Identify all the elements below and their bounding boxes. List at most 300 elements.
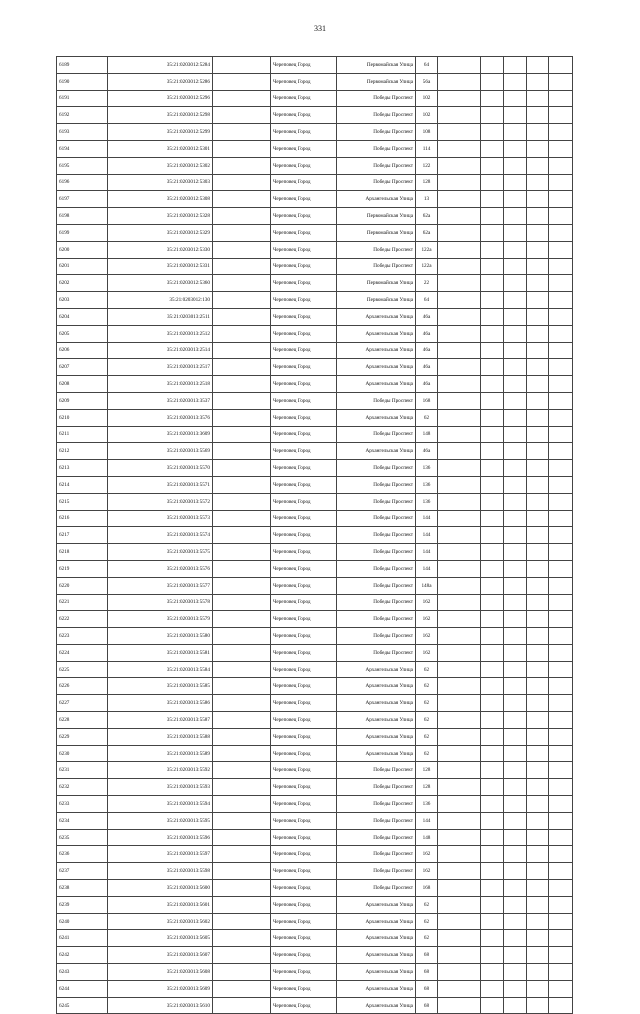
empty-cell bbox=[527, 695, 549, 712]
table-row bbox=[57, 544, 573, 561]
cadastral-number: 35:21:0203013:5573 bbox=[108, 510, 213, 527]
row-number: 6238 bbox=[57, 880, 108, 897]
empty-cell bbox=[527, 544, 549, 561]
empty-cell bbox=[481, 57, 504, 74]
empty-cell bbox=[213, 342, 271, 359]
empty-cell bbox=[549, 628, 573, 645]
row-number: 6199 bbox=[57, 224, 108, 241]
empty-cell bbox=[213, 964, 271, 981]
row-number: 6216 bbox=[57, 510, 108, 527]
empty-cell bbox=[481, 930, 504, 947]
street-cell: Архангельская Улица bbox=[337, 359, 416, 376]
table-row bbox=[57, 863, 573, 880]
row-number: 6241 bbox=[57, 930, 108, 947]
table-row bbox=[57, 275, 573, 292]
row-number: 6195 bbox=[57, 157, 108, 174]
street-cell: Архангельская Улица bbox=[337, 930, 416, 947]
empty-cell bbox=[481, 762, 504, 779]
empty-cell bbox=[438, 90, 481, 107]
empty-cell bbox=[527, 527, 549, 544]
empty-cell bbox=[504, 964, 527, 981]
empty-cell bbox=[438, 812, 481, 829]
row-number: 6193 bbox=[57, 124, 108, 141]
cadastral-number: 35:21:0203012:130 bbox=[108, 292, 213, 309]
table-row bbox=[57, 224, 573, 241]
cadastral-number: 35:21:0203012:5303 bbox=[108, 174, 213, 191]
empty-cell bbox=[213, 560, 271, 577]
empty-cell bbox=[481, 107, 504, 124]
table-row bbox=[57, 258, 573, 275]
row-number: 6209 bbox=[57, 392, 108, 409]
table-row bbox=[57, 443, 573, 460]
city-cell: Череповец Город bbox=[271, 258, 337, 275]
table-row bbox=[57, 460, 573, 477]
empty-cell bbox=[549, 678, 573, 695]
city-cell: Череповец Город bbox=[271, 695, 337, 712]
empty-cell bbox=[527, 779, 549, 796]
empty-cell bbox=[481, 157, 504, 174]
city-cell: Череповец Город bbox=[271, 796, 337, 813]
empty-cell bbox=[213, 510, 271, 527]
cadastral-number: 35:21:0203012:5296 bbox=[108, 90, 213, 107]
cadastral-number: 35:21:0203012:5286 bbox=[108, 73, 213, 90]
empty-cell bbox=[549, 292, 573, 309]
empty-cell bbox=[213, 812, 271, 829]
empty-cell bbox=[504, 359, 527, 376]
row-number: 6222 bbox=[57, 611, 108, 628]
empty-cell bbox=[481, 947, 504, 964]
city-cell: Череповец Город bbox=[271, 359, 337, 376]
empty-cell bbox=[504, 997, 527, 1014]
empty-cell bbox=[213, 997, 271, 1014]
cadastral-number: 35:21:0203013:5595 bbox=[108, 812, 213, 829]
house-number: 22 bbox=[416, 275, 438, 292]
empty-cell bbox=[213, 678, 271, 695]
street-cell: Архангельская Улица bbox=[337, 695, 416, 712]
cadastral-number: 35:21:0203013:5587 bbox=[108, 712, 213, 729]
empty-cell bbox=[438, 443, 481, 460]
cadastral-number: 35:21:0203013:5570 bbox=[108, 460, 213, 477]
city-cell: Череповец Город bbox=[271, 510, 337, 527]
table-row bbox=[57, 796, 573, 813]
empty-cell bbox=[549, 779, 573, 796]
empty-cell bbox=[213, 611, 271, 628]
empty-cell bbox=[549, 107, 573, 124]
empty-cell bbox=[213, 930, 271, 947]
row-number: 6225 bbox=[57, 661, 108, 678]
city-cell: Череповец Город bbox=[271, 224, 337, 241]
empty-cell bbox=[549, 124, 573, 141]
empty-cell bbox=[549, 997, 573, 1014]
street-cell: Победы Проспект bbox=[337, 829, 416, 846]
empty-cell bbox=[504, 644, 527, 661]
city-cell: Череповец Город bbox=[271, 577, 337, 594]
row-number: 6231 bbox=[57, 762, 108, 779]
empty-cell bbox=[481, 712, 504, 729]
empty-cell bbox=[527, 342, 549, 359]
empty-cell bbox=[527, 594, 549, 611]
empty-cell bbox=[527, 191, 549, 208]
empty-cell bbox=[549, 712, 573, 729]
empty-cell bbox=[549, 846, 573, 863]
empty-cell bbox=[438, 392, 481, 409]
street-cell: Архангельская Улица bbox=[337, 409, 416, 426]
empty-cell bbox=[438, 577, 481, 594]
street-cell: Победы Проспект bbox=[337, 392, 416, 409]
empty-cell bbox=[504, 796, 527, 813]
house-number: 68 bbox=[416, 997, 438, 1014]
empty-cell bbox=[481, 275, 504, 292]
empty-cell bbox=[438, 174, 481, 191]
empty-cell bbox=[549, 224, 573, 241]
city-cell: Череповец Город bbox=[271, 376, 337, 393]
house-number: 148а bbox=[416, 577, 438, 594]
city-cell: Череповец Город bbox=[271, 208, 337, 225]
empty-cell bbox=[527, 712, 549, 729]
house-number: 122а bbox=[416, 258, 438, 275]
empty-cell bbox=[504, 762, 527, 779]
empty-cell bbox=[481, 745, 504, 762]
empty-cell bbox=[549, 644, 573, 661]
empty-cell bbox=[213, 527, 271, 544]
city-cell: Череповец Город bbox=[271, 275, 337, 292]
empty-cell bbox=[213, 57, 271, 74]
empty-cell bbox=[504, 308, 527, 325]
city-cell: Череповец Город bbox=[271, 90, 337, 107]
empty-cell bbox=[504, 392, 527, 409]
city-cell: Череповец Город bbox=[271, 947, 337, 964]
empty-cell bbox=[504, 863, 527, 880]
empty-cell bbox=[504, 157, 527, 174]
empty-cell bbox=[213, 392, 271, 409]
empty-cell bbox=[549, 964, 573, 981]
house-number: 168 bbox=[416, 880, 438, 897]
row-number: 6235 bbox=[57, 829, 108, 846]
empty-cell bbox=[527, 275, 549, 292]
empty-cell bbox=[527, 913, 549, 930]
empty-cell bbox=[549, 275, 573, 292]
street-cell: Победы Проспект bbox=[337, 796, 416, 813]
house-number: 128 bbox=[416, 779, 438, 796]
cadastral-number: 35:21:0203012:5331 bbox=[108, 258, 213, 275]
empty-cell bbox=[549, 392, 573, 409]
house-number: 144 bbox=[416, 544, 438, 561]
cadastral-number: 35:21:0203013:5609 bbox=[108, 980, 213, 997]
table-row bbox=[57, 695, 573, 712]
street-cell: Победы Проспект bbox=[337, 493, 416, 510]
cadastral-number: 35:21:0203012:5360 bbox=[108, 275, 213, 292]
row-number: 6229 bbox=[57, 728, 108, 745]
empty-cell bbox=[527, 577, 549, 594]
empty-cell bbox=[549, 376, 573, 393]
city-cell: Череповец Город bbox=[271, 460, 337, 477]
empty-cell bbox=[549, 577, 573, 594]
row-number: 6200 bbox=[57, 241, 108, 258]
table-row bbox=[57, 913, 573, 930]
street-cell: Архангельская Улица bbox=[337, 678, 416, 695]
house-number: 122а bbox=[416, 241, 438, 258]
house-number: 62 bbox=[416, 712, 438, 729]
street-cell: Первомайская Улица bbox=[337, 224, 416, 241]
empty-cell bbox=[527, 964, 549, 981]
empty-cell bbox=[504, 913, 527, 930]
table-row bbox=[57, 57, 573, 74]
empty-cell bbox=[438, 964, 481, 981]
empty-cell bbox=[481, 376, 504, 393]
empty-cell bbox=[549, 594, 573, 611]
empty-cell bbox=[213, 124, 271, 141]
empty-cell bbox=[504, 57, 527, 74]
street-cell: Архангельская Улица bbox=[337, 728, 416, 745]
house-number: 46а bbox=[416, 325, 438, 342]
empty-cell bbox=[504, 124, 527, 141]
cadastral-number: 35:21:0203013:5596 bbox=[108, 829, 213, 846]
cadastral-number: 35:21:0203012:5284 bbox=[108, 57, 213, 74]
empty-cell bbox=[527, 224, 549, 241]
empty-cell bbox=[549, 409, 573, 426]
street-cell: Победы Проспект bbox=[337, 241, 416, 258]
empty-cell bbox=[438, 628, 481, 645]
street-cell: Архангельская Улица bbox=[337, 376, 416, 393]
empty-cell bbox=[504, 224, 527, 241]
empty-cell bbox=[438, 863, 481, 880]
empty-cell bbox=[213, 443, 271, 460]
cadastral-number: 35:21:0203013:2517 bbox=[108, 359, 213, 376]
empty-cell bbox=[549, 476, 573, 493]
empty-cell bbox=[438, 930, 481, 947]
empty-cell bbox=[549, 443, 573, 460]
table-row bbox=[57, 241, 573, 258]
empty-cell bbox=[527, 90, 549, 107]
empty-cell bbox=[527, 57, 549, 74]
empty-cell bbox=[481, 292, 504, 309]
table-row bbox=[57, 678, 573, 695]
street-cell: Победы Проспект bbox=[337, 527, 416, 544]
house-number: 122 bbox=[416, 157, 438, 174]
empty-cell bbox=[549, 140, 573, 157]
empty-cell bbox=[213, 980, 271, 997]
street-cell: Победы Проспект bbox=[337, 628, 416, 645]
cadastral-number: 35:21:0203012:5299 bbox=[108, 124, 213, 141]
table-row bbox=[57, 359, 573, 376]
row-number: 6196 bbox=[57, 174, 108, 191]
empty-cell bbox=[504, 695, 527, 712]
empty-cell bbox=[549, 57, 573, 74]
empty-cell bbox=[213, 544, 271, 561]
street-cell: Победы Проспект bbox=[337, 124, 416, 141]
cadastral-number: 35:21:0203013:5586 bbox=[108, 695, 213, 712]
empty-cell bbox=[504, 241, 527, 258]
empty-cell bbox=[527, 258, 549, 275]
house-number: 162 bbox=[416, 863, 438, 880]
empty-cell bbox=[527, 880, 549, 897]
empty-cell bbox=[438, 661, 481, 678]
row-number: 6212 bbox=[57, 443, 108, 460]
empty-cell bbox=[504, 560, 527, 577]
table-row bbox=[57, 476, 573, 493]
house-number: 144 bbox=[416, 812, 438, 829]
cadastral-number: 35:21:0203013:5602 bbox=[108, 913, 213, 930]
house-number: 144 bbox=[416, 510, 438, 527]
cadastral-number: 35:21:0203013:5581 bbox=[108, 644, 213, 661]
empty-cell bbox=[549, 191, 573, 208]
table-row bbox=[57, 779, 573, 796]
empty-cell bbox=[438, 107, 481, 124]
empty-cell bbox=[481, 577, 504, 594]
empty-cell bbox=[527, 308, 549, 325]
empty-cell bbox=[504, 577, 527, 594]
empty-cell bbox=[504, 947, 527, 964]
empty-cell bbox=[481, 476, 504, 493]
empty-cell bbox=[527, 376, 549, 393]
empty-cell bbox=[527, 560, 549, 577]
empty-cell bbox=[504, 829, 527, 846]
empty-cell bbox=[438, 308, 481, 325]
city-cell: Череповец Город bbox=[271, 964, 337, 981]
city-cell: Череповец Город bbox=[271, 661, 337, 678]
row-number: 6243 bbox=[57, 964, 108, 981]
empty-cell bbox=[481, 594, 504, 611]
empty-cell bbox=[504, 779, 527, 796]
row-number: 6206 bbox=[57, 342, 108, 359]
empty-cell bbox=[213, 292, 271, 309]
street-cell: Победы Проспект bbox=[337, 594, 416, 611]
cadastral-number: 35:21:0203013:5589 bbox=[108, 745, 213, 762]
row-number: 6194 bbox=[57, 140, 108, 157]
cadastral-number: 35:21:0203013:5575 bbox=[108, 544, 213, 561]
city-cell: Череповец Город bbox=[271, 308, 337, 325]
empty-cell bbox=[549, 308, 573, 325]
empty-cell bbox=[481, 140, 504, 157]
house-number: 102 bbox=[416, 107, 438, 124]
empty-cell bbox=[504, 544, 527, 561]
street-cell: Архангельская Улица bbox=[337, 964, 416, 981]
empty-cell bbox=[504, 460, 527, 477]
empty-cell bbox=[438, 359, 481, 376]
empty-cell bbox=[549, 728, 573, 745]
house-number: 62 bbox=[416, 745, 438, 762]
empty-cell bbox=[527, 863, 549, 880]
house-number: 102 bbox=[416, 90, 438, 107]
empty-cell bbox=[438, 493, 481, 510]
row-number: 6217 bbox=[57, 527, 108, 544]
cadastral-number: 35:21:0203013:5601 bbox=[108, 896, 213, 913]
empty-cell bbox=[481, 191, 504, 208]
empty-cell bbox=[213, 325, 271, 342]
empty-cell bbox=[504, 376, 527, 393]
table-row bbox=[57, 829, 573, 846]
street-cell: Победы Проспект bbox=[337, 644, 416, 661]
empty-cell bbox=[481, 443, 504, 460]
house-number: 162 bbox=[416, 628, 438, 645]
cadastral-number: 35:21:0203013:5571 bbox=[108, 476, 213, 493]
empty-cell bbox=[438, 510, 481, 527]
cadastral-number: 35:21:0203013:5580 bbox=[108, 628, 213, 645]
street-cell: Победы Проспект bbox=[337, 258, 416, 275]
table-row bbox=[57, 73, 573, 90]
table-row bbox=[57, 712, 573, 729]
row-number: 6189 bbox=[57, 57, 108, 74]
city-cell: Череповец Город bbox=[271, 745, 337, 762]
house-number: 46а bbox=[416, 443, 438, 460]
empty-cell bbox=[549, 208, 573, 225]
cadastral-number: 35:21:0203013:5569 bbox=[108, 443, 213, 460]
empty-cell bbox=[527, 644, 549, 661]
cadastral-number: 35:21:0203013:5597 bbox=[108, 846, 213, 863]
empty-cell bbox=[527, 829, 549, 846]
street-cell: Победы Проспект bbox=[337, 812, 416, 829]
empty-cell bbox=[213, 208, 271, 225]
street-cell: Победы Проспект bbox=[337, 90, 416, 107]
row-number: 6218 bbox=[57, 544, 108, 561]
empty-cell bbox=[549, 611, 573, 628]
cadastral-number: 35:21:0203013:5610 bbox=[108, 997, 213, 1014]
table-row bbox=[57, 208, 573, 225]
empty-cell bbox=[438, 292, 481, 309]
empty-cell bbox=[549, 745, 573, 762]
empty-cell bbox=[438, 695, 481, 712]
empty-cell bbox=[549, 812, 573, 829]
street-cell: Победы Проспект bbox=[337, 107, 416, 124]
empty-cell bbox=[549, 796, 573, 813]
cadastral-number: 35:21:0203013:5592 bbox=[108, 762, 213, 779]
city-cell: Череповец Город bbox=[271, 157, 337, 174]
empty-cell bbox=[504, 107, 527, 124]
empty-cell bbox=[549, 980, 573, 997]
empty-cell bbox=[213, 913, 271, 930]
empty-cell bbox=[213, 359, 271, 376]
row-number: 6242 bbox=[57, 947, 108, 964]
row-number: 6204 bbox=[57, 308, 108, 325]
cadastral-number: 35:21:0203012:5298 bbox=[108, 107, 213, 124]
row-number: 6227 bbox=[57, 695, 108, 712]
empty-cell bbox=[549, 880, 573, 897]
empty-cell bbox=[438, 157, 481, 174]
house-number: 128 bbox=[416, 762, 438, 779]
street-cell: Архангельская Улица bbox=[337, 661, 416, 678]
empty-cell bbox=[481, 644, 504, 661]
empty-cell bbox=[481, 426, 504, 443]
table-row bbox=[57, 527, 573, 544]
cadastral-number: 35:21:0203013:5574 bbox=[108, 527, 213, 544]
empty-cell bbox=[549, 157, 573, 174]
house-number: 68 bbox=[416, 980, 438, 997]
row-number: 6221 bbox=[57, 594, 108, 611]
empty-cell bbox=[438, 913, 481, 930]
empty-cell bbox=[438, 342, 481, 359]
city-cell: Череповец Город bbox=[271, 392, 337, 409]
house-number: 144 bbox=[416, 527, 438, 544]
empty-cell bbox=[481, 661, 504, 678]
empty-cell bbox=[213, 644, 271, 661]
street-cell: Победы Проспект bbox=[337, 863, 416, 880]
house-number: 114 bbox=[416, 140, 438, 157]
empty-cell bbox=[213, 880, 271, 897]
house-number: 136 bbox=[416, 460, 438, 477]
empty-cell bbox=[504, 73, 527, 90]
cadastral-number: 35:21:0203012:5330 bbox=[108, 241, 213, 258]
empty-cell bbox=[504, 594, 527, 611]
empty-cell bbox=[438, 476, 481, 493]
cadastral-number: 35:21:0203013:5585 bbox=[108, 678, 213, 695]
empty-cell bbox=[438, 140, 481, 157]
empty-cell bbox=[504, 980, 527, 997]
empty-cell bbox=[549, 258, 573, 275]
empty-cell bbox=[527, 124, 549, 141]
street-cell: Архангельская Улица bbox=[337, 745, 416, 762]
empty-cell bbox=[213, 476, 271, 493]
empty-cell bbox=[481, 308, 504, 325]
